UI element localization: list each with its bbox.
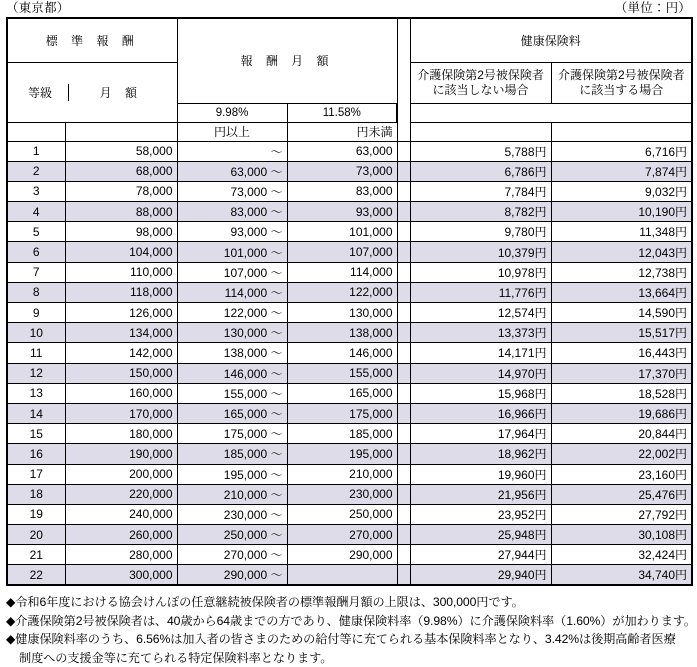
- cell-grade: 17: [7, 464, 65, 484]
- cell-grade: 3: [7, 181, 65, 201]
- cell-premium-no-care: 10,978円: [410, 262, 551, 282]
- cell-range-lower: [177, 222, 287, 242]
- cell-premium-with-care: 18,528円: [551, 383, 692, 403]
- range-tilde: ～: [270, 225, 283, 240]
- header-not-category2-line2: に該当しない場合: [432, 82, 529, 97]
- cell-premium-with-care: 30,108円: [551, 525, 692, 545]
- table-row: [7, 403, 692, 423]
- spacer-cell: [397, 565, 410, 585]
- range-lower-value: 101,000: [223, 245, 268, 260]
- table-row: [7, 202, 692, 222]
- cell-premium-no-care: 21,956円: [410, 484, 551, 504]
- cell-range-lower: [177, 424, 287, 444]
- cell-grade: 4: [7, 202, 65, 222]
- cell-range-upper: 114,000: [287, 262, 397, 282]
- cell-premium-with-care: 19,686円: [551, 403, 692, 423]
- spacer-cell: [397, 222, 410, 242]
- cell-range-upper: 175,000: [287, 403, 397, 423]
- cell-range-upper: 93,000: [287, 202, 397, 222]
- spacer-cell: [397, 161, 410, 181]
- cell-range-upper: 83,000: [287, 181, 397, 201]
- header-is-category2-line2: に該当する場合: [579, 82, 664, 97]
- cell-premium-with-care: 11,348円: [551, 222, 692, 242]
- cell-range-upper: 138,000: [287, 323, 397, 343]
- cell-premium-no-care: 14,171円: [410, 343, 551, 363]
- cell-premium-no-care: 8,782円: [410, 202, 551, 222]
- range-tilde: ～: [270, 184, 283, 199]
- spacer-cell: [397, 383, 410, 403]
- cell-range-upper: 210,000: [287, 464, 397, 484]
- cell-range-lower: [177, 323, 287, 343]
- table-row: [7, 545, 692, 565]
- header-grade: 等級: [27, 85, 52, 100]
- spacer-cell: [397, 484, 410, 504]
- spacer-cell: [397, 464, 410, 484]
- table-row: [7, 424, 692, 444]
- footnote-2-text: 介護保険第2号被保険者は、40歳から64歳までの方であり、健康保険料率（9.98%）に介護保険料率（1.60%）が加わります。: [15, 613, 697, 628]
- cell-monthly-amount: 88,000: [65, 202, 177, 222]
- cell-premium-no-care: 16,966円: [410, 403, 551, 423]
- cell-premium-no-care: 9,780円: [410, 222, 551, 242]
- cell-range-upper: 250,000: [287, 504, 397, 524]
- spacer-cell: [397, 242, 410, 262]
- cell-grade: 19: [7, 504, 65, 524]
- cell-grade: 22: [7, 565, 65, 585]
- cell-range-lower: [177, 262, 287, 282]
- footnote-3-text-line1: 健康保険料率のうち、6.56%は加入者の皆さまのための給付等に充てられる基本保険料率となり、3.42%は後期高齢者医療: [15, 632, 676, 647]
- cell-premium-with-care: 12,043円: [551, 242, 692, 262]
- cell-monthly-amount: 104,000: [65, 242, 177, 262]
- table-row: [7, 383, 692, 403]
- range-tilde: ～: [270, 568, 283, 583]
- cell-range-upper: 290,000: [287, 545, 397, 565]
- cell-range-upper: 270,000: [287, 525, 397, 545]
- header-row-group-titles: [7, 18, 692, 62]
- cell-grade: 13: [7, 383, 65, 403]
- prefecture-label: （東京都）: [6, 1, 70, 15]
- range-tilde: ～: [270, 265, 283, 280]
- cell-range-upper: 101,000: [287, 222, 397, 242]
- cell-monthly-amount: 110,000: [65, 262, 177, 282]
- table-row: [7, 504, 692, 524]
- header-standard-remuneration: 標 準 報 酬: [7, 18, 177, 62]
- cell-premium-no-care: 6,786円: [410, 161, 551, 181]
- range-lower-value: 73,000: [230, 184, 268, 199]
- cell-premium-with-care: 9,032円: [551, 181, 692, 201]
- cell-range-upper: 165,000: [287, 383, 397, 403]
- spacer-cell: [397, 303, 410, 323]
- range-lower-value: 63,000: [230, 164, 268, 179]
- cell-range-lower: [177, 141, 287, 161]
- cell-premium-no-care: 29,940円: [410, 565, 551, 585]
- spacer-cell: [397, 403, 410, 423]
- bullet-icon: ◆: [6, 613, 16, 628]
- footnote-1-text: 令和6年度における協会けんぽの任意継続被保険者の標準報酬月額の上限は、300,000円です。: [15, 595, 524, 610]
- bullet-icon: ◆: [6, 595, 16, 610]
- cell-premium-with-care: 10,190円: [551, 202, 692, 222]
- range-tilde: ～: [270, 386, 283, 401]
- cell-grade: 15: [7, 424, 65, 444]
- footnote-2: [6, 612, 697, 631]
- cell-grade: 18: [7, 484, 65, 504]
- cell-premium-no-care: 13,373円: [410, 323, 551, 343]
- cell-premium-with-care: 15,517円: [551, 323, 692, 343]
- cell-range-lower: [177, 161, 287, 181]
- cell-range-lower: [177, 181, 287, 201]
- cell-range-lower: [177, 464, 287, 484]
- cell-grade: 20: [7, 525, 65, 545]
- header-row-range-labels: [7, 122, 692, 141]
- cell-range-upper: 146,000: [287, 343, 397, 363]
- table-row: [7, 464, 692, 484]
- range-tilde: ～: [270, 306, 283, 321]
- cell-monthly-amount: 280,000: [65, 545, 177, 565]
- cell-grade: 11: [7, 343, 65, 363]
- cell-premium-no-care: 17,964円: [410, 424, 551, 444]
- cell-premium-with-care: 6,716円: [551, 141, 692, 161]
- range-tilde: ～: [270, 548, 283, 563]
- cell-monthly-amount: 170,000: [65, 403, 177, 423]
- range-lower-value: 122,000: [223, 306, 268, 321]
- cell-monthly-amount: 150,000: [65, 363, 177, 383]
- table-row: [7, 161, 692, 181]
- table-row: [7, 282, 692, 302]
- cell-monthly-amount: 126,000: [65, 303, 177, 323]
- footnote-3-continuation: 制度への支援金等に充てられる特定保険料率となります。: [19, 650, 333, 665]
- footnote-1: [6, 593, 691, 612]
- cell-premium-no-care: 5,788円: [410, 141, 551, 161]
- cell-premium-no-care: 23,952円: [410, 504, 551, 524]
- cell-range-upper: 185,000: [287, 424, 397, 444]
- cell-range-upper: 155,000: [287, 363, 397, 383]
- cell-premium-with-care: 22,002円: [551, 444, 692, 464]
- table-row: [7, 525, 692, 545]
- range-tilde: ～: [270, 427, 283, 442]
- table-row: [7, 222, 692, 242]
- spacer-cell: [397, 262, 410, 282]
- range-lower-value: 165,000: [223, 407, 268, 422]
- range-tilde: ～: [270, 467, 283, 482]
- header-monthly-amount: 月 額: [69, 84, 173, 101]
- cell-monthly-amount: 160,000: [65, 383, 177, 403]
- range-lower-value: 83,000: [230, 205, 268, 220]
- footnotes: [6, 593, 697, 667]
- range-lower-value: 146,000: [223, 366, 268, 381]
- cell-range-lower: [177, 545, 287, 565]
- rate-is-category2: 11.58%: [287, 103, 397, 122]
- cell-grade: 12: [7, 363, 65, 383]
- cell-premium-no-care: 15,968円: [410, 383, 551, 403]
- blank-monthly-cell: [65, 122, 177, 141]
- spacer-cell: [397, 444, 410, 464]
- insurance-rate-table: [6, 17, 693, 586]
- table-row: [7, 484, 692, 504]
- cell-monthly-amount: 220,000: [65, 484, 177, 504]
- cell-premium-with-care: 13,664円: [551, 282, 692, 302]
- table-row: [7, 363, 692, 383]
- spacer-cell: [397, 181, 410, 201]
- cell-premium-no-care: 12,574円: [410, 303, 551, 323]
- cell-range-lower: [177, 202, 287, 222]
- cell-range-lower: [177, 565, 287, 585]
- header-grade-monthly-wrapper: [7, 62, 177, 122]
- cell-grade: 14: [7, 403, 65, 423]
- cell-range-lower: [177, 403, 287, 423]
- cell-grade: 6: [7, 242, 65, 262]
- range-lower-value: 195,000: [223, 467, 268, 482]
- range-lower-value: 210,000: [223, 487, 268, 502]
- cell-range-lower: [177, 242, 287, 262]
- table-row: [7, 565, 692, 585]
- header-yen-or-more: 円以上: [177, 122, 287, 141]
- cell-monthly-amount: 200,000: [65, 464, 177, 484]
- header-yen-less-than: 円未満: [287, 122, 397, 141]
- spacer-cell: [397, 363, 410, 383]
- footnote-3: [6, 630, 691, 649]
- cell-premium-with-care: 7,874円: [551, 161, 692, 181]
- spacer-cell: [397, 323, 410, 343]
- cell-premium-with-care: 17,370円: [551, 363, 692, 383]
- blank-premium-care-cell: [551, 122, 692, 141]
- cell-grade: 1: [7, 141, 65, 161]
- spacer-column: [397, 18, 410, 141]
- cell-premium-with-care: 16,443円: [551, 343, 692, 363]
- cell-grade: 21: [7, 545, 65, 565]
- table-row: [7, 323, 692, 343]
- range-lower-value: 175,000: [223, 427, 268, 442]
- cell-range-lower: [177, 525, 287, 545]
- range-tilde: ～: [270, 245, 283, 260]
- cell-premium-no-care: 7,784円: [410, 181, 551, 201]
- range-lower-value: 250,000: [223, 528, 268, 543]
- table-row: [7, 343, 692, 363]
- header-is-category2: [551, 62, 692, 103]
- cell-premium-with-care: 20,844円: [551, 424, 692, 444]
- blank-grade-cell: [7, 122, 65, 141]
- cell-premium-with-care: 34,740円: [551, 565, 692, 585]
- spacer-cell: [397, 282, 410, 302]
- cell-monthly-amount: 260,000: [65, 525, 177, 545]
- unit-label: （単位：円）: [614, 1, 691, 15]
- header-is-category2-line1: 介護保険第2号被保険者: [557, 67, 685, 82]
- cell-range-lower: [177, 484, 287, 504]
- cell-range-lower: [177, 282, 287, 302]
- cell-premium-no-care: 11,776円: [410, 282, 551, 302]
- spacer-cell: [397, 343, 410, 363]
- range-tilde: ～: [270, 346, 283, 361]
- range-tilde: ～: [270, 447, 283, 462]
- cell-range-upper: 107,000: [287, 242, 397, 262]
- cell-monthly-amount: 300,000: [65, 565, 177, 585]
- cell-monthly-amount: 190,000: [65, 444, 177, 464]
- cell-monthly-amount: 68,000: [65, 161, 177, 181]
- table-row: [7, 141, 692, 161]
- cell-range-upper: 230,000: [287, 484, 397, 504]
- cell-premium-no-care: 10,379円: [410, 242, 551, 262]
- range-lower-value: 230,000: [223, 507, 268, 522]
- cell-premium-with-care: 12,738円: [551, 262, 692, 282]
- cell-premium-with-care: 25,476円: [551, 484, 692, 504]
- range-tilde: ～: [270, 487, 283, 502]
- spacer-cell: [397, 202, 410, 222]
- range-lower-value: 114,000: [224, 285, 268, 300]
- cell-range-upper: 63,000: [287, 141, 397, 161]
- header-remuneration-monthly: 報 酬 月 額: [177, 18, 397, 103]
- range-tilde: ～: [270, 164, 283, 179]
- cell-monthly-amount: 98,000: [65, 222, 177, 242]
- cell-premium-no-care: 27,944円: [410, 545, 551, 565]
- cell-range-lower: [177, 363, 287, 383]
- table-row: [7, 303, 692, 323]
- cell-grade: 7: [7, 262, 65, 282]
- range-tilde: ～: [270, 144, 283, 159]
- cell-monthly-amount: 118,000: [65, 282, 177, 302]
- range-lower-value: 93,000: [230, 225, 268, 240]
- range-lower-value: 290,000: [223, 568, 268, 583]
- spacer-cell: [397, 504, 410, 524]
- range-tilde: ～: [270, 326, 283, 341]
- cell-grade: 9: [7, 303, 65, 323]
- range-tilde: ～: [270, 407, 283, 422]
- cell-range-lower: [177, 303, 287, 323]
- cell-monthly-amount: 180,000: [65, 424, 177, 444]
- cell-grade: 8: [7, 282, 65, 302]
- cell-grade: 5: [7, 222, 65, 242]
- table-row: [7, 242, 692, 262]
- cell-grade: 10: [7, 323, 65, 343]
- cell-range-lower: [177, 444, 287, 464]
- spacer-cell: [397, 545, 410, 565]
- cell-range-upper: 122,000: [287, 282, 397, 302]
- cell-premium-with-care: 32,424円: [551, 545, 692, 565]
- table-row: [7, 262, 692, 282]
- header-not-category2: [410, 62, 551, 103]
- table-body: [7, 141, 692, 585]
- cell-premium-no-care: 19,960円: [410, 464, 551, 484]
- rate-not-category2: 9.98%: [177, 103, 287, 122]
- spacer-cell: [397, 525, 410, 545]
- cell-range-upper: [287, 565, 397, 585]
- cell-premium-with-care: 27,792円: [551, 504, 692, 524]
- cell-monthly-amount: 58,000: [65, 141, 177, 161]
- cell-range-lower: [177, 343, 287, 363]
- range-lower-value: 138,000: [223, 346, 268, 361]
- range-tilde: ～: [270, 507, 283, 522]
- cell-range-lower: [177, 383, 287, 403]
- range-tilde: ～: [270, 366, 283, 381]
- table-head: [7, 18, 692, 141]
- table-row: [7, 181, 692, 201]
- table-row: [7, 444, 692, 464]
- range-lower-value: 107,000: [223, 265, 268, 280]
- cell-premium-no-care: 25,948円: [410, 525, 551, 545]
- spacer-cell: [397, 141, 410, 161]
- bullet-icon: ◆: [6, 632, 16, 647]
- cell-range-upper: 73,000: [287, 161, 397, 181]
- header-health-insurance: 健康保険料: [410, 18, 692, 62]
- range-tilde: ～: [270, 205, 283, 220]
- cell-premium-with-care: 14,590円: [551, 303, 692, 323]
- blank-premium-no-care-cell: [410, 122, 551, 141]
- range-lower-value: 185,000: [223, 447, 268, 462]
- cell-range-lower: [177, 504, 287, 524]
- spacer-cell: [397, 424, 410, 444]
- range-lower-value: 130,000: [223, 326, 268, 341]
- range-tilde: ～: [270, 285, 283, 300]
- cell-monthly-amount: 142,000: [65, 343, 177, 363]
- cell-grade: 2: [7, 161, 65, 181]
- range-lower-value: 270,000: [223, 548, 268, 563]
- cell-premium-no-care: 14,970円: [410, 363, 551, 383]
- cell-monthly-amount: 134,000: [65, 323, 177, 343]
- cell-range-upper: 195,000: [287, 444, 397, 464]
- cell-range-upper: 130,000: [287, 303, 397, 323]
- header-not-category2-line1: 介護保険第2号被保険者: [417, 67, 544, 82]
- cell-premium-no-care: 18,962円: [410, 444, 551, 464]
- range-lower-value: 155,000: [223, 386, 268, 401]
- range-tilde: ～: [270, 528, 283, 543]
- cell-grade: 16: [7, 444, 65, 464]
- cell-premium-with-care: 23,160円: [551, 464, 692, 484]
- caption-row: [6, 0, 691, 17]
- cell-monthly-amount: 78,000: [65, 181, 177, 201]
- cell-monthly-amount: 240,000: [65, 504, 177, 524]
